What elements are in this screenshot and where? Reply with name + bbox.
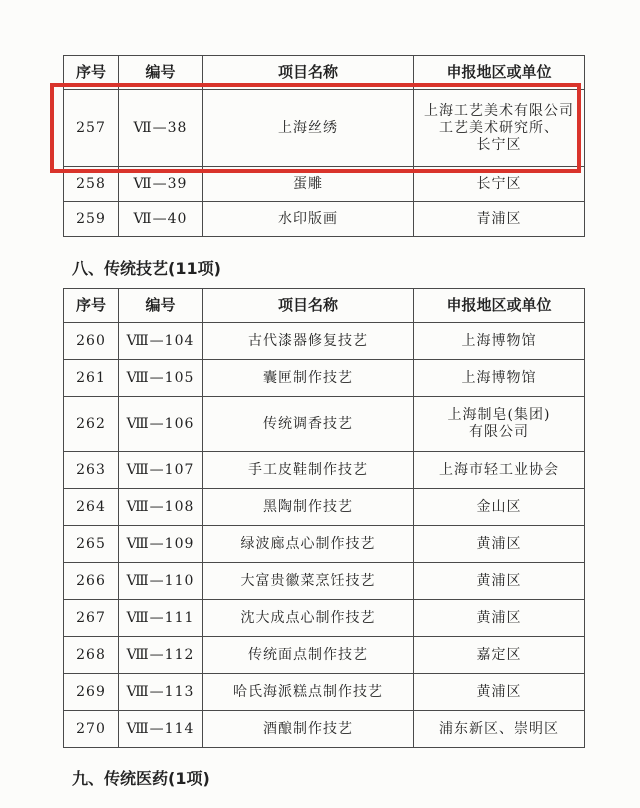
cell-code: Ⅷ—104 — [119, 323, 203, 360]
cell-code: Ⅷ—111 — [119, 600, 203, 637]
cell-no: 269 — [64, 674, 119, 711]
cell-name: 黑陶制作技艺 — [203, 489, 414, 526]
header-no: 序号 — [64, 289, 119, 323]
table-row — [64, 674, 585, 711]
cell-no: 262 — [64, 397, 119, 452]
cell-unit: 上海工艺美术有限公司 工艺美术研究所、 长宁区 — [414, 90, 585, 167]
cell-code: Ⅶ—40 — [119, 202, 203, 237]
cell-name: 大富贵徽菜烹饪技艺 — [203, 563, 414, 600]
header-name: 项目名称 — [203, 289, 414, 323]
header-name: 项目名称 — [203, 56, 414, 90]
cell-no: 267 — [64, 600, 119, 637]
cell-unit: 上海博物馆 — [414, 323, 585, 360]
cell-unit: 金山区 — [414, 489, 585, 526]
cell-code: Ⅷ—107 — [119, 452, 203, 489]
cell-no: 257 — [64, 90, 119, 167]
table-row — [64, 360, 585, 397]
cell-no: 270 — [64, 711, 119, 748]
header-code: 编号 — [119, 289, 203, 323]
cell-code: Ⅷ—106 — [119, 397, 203, 452]
table-row — [64, 526, 585, 563]
cell-name: 蛋雕 — [203, 167, 414, 202]
section-title-traditional-medicine: 九、传统医药(1项) — [72, 769, 210, 788]
cell-name: 古代漆器修复技艺 — [203, 323, 414, 360]
cell-unit: 上海市轻工业协会 — [414, 452, 585, 489]
cell-no: 258 — [64, 167, 119, 202]
cell-unit: 青浦区 — [414, 202, 585, 237]
cell-name: 上海丝绣 — [203, 90, 414, 167]
cell-code: Ⅷ—113 — [119, 674, 203, 711]
cell-unit: 长宁区 — [414, 167, 585, 202]
table-row — [64, 323, 585, 360]
table-row — [64, 202, 585, 237]
cell-name: 手工皮鞋制作技艺 — [203, 452, 414, 489]
cell-unit: 嘉定区 — [414, 637, 585, 674]
cell-unit: 黄浦区 — [414, 563, 585, 600]
cell-name: 酒酿制作技艺 — [203, 711, 414, 748]
cell-code: Ⅷ—114 — [119, 711, 203, 748]
header-no: 序号 — [64, 56, 119, 90]
header-unit: 申报地区或单位 — [414, 56, 585, 90]
cell-name: 绿波廊点心制作技艺 — [203, 526, 414, 563]
cell-no: 259 — [64, 202, 119, 237]
table-header-row — [64, 56, 585, 90]
cell-unit: 黄浦区 — [414, 674, 585, 711]
cell-name: 哈氏海派糕点制作技艺 — [203, 674, 414, 711]
cell-code: Ⅷ—108 — [119, 489, 203, 526]
table-row — [64, 711, 585, 748]
cell-no: 265 — [64, 526, 119, 563]
cell-code: Ⅷ—105 — [119, 360, 203, 397]
table-row — [64, 600, 585, 637]
table-row — [64, 563, 585, 600]
cell-code: Ⅶ—38 — [119, 90, 203, 167]
table-row — [64, 489, 585, 526]
cell-unit: 黄浦区 — [414, 526, 585, 563]
cell-name: 囊匣制作技艺 — [203, 360, 414, 397]
table-row — [64, 167, 585, 202]
cell-code: Ⅷ—110 — [119, 563, 203, 600]
cell-name: 传统调香技艺 — [203, 397, 414, 452]
table-row — [64, 637, 585, 674]
cell-unit: 浦东新区、崇明区 — [414, 711, 585, 748]
cell-no: 264 — [64, 489, 119, 526]
section-title-traditional-crafts: 八、传统技艺(11项) — [72, 259, 221, 278]
cell-no: 261 — [64, 360, 119, 397]
cell-unit: 黄浦区 — [414, 600, 585, 637]
table-row — [64, 90, 585, 167]
cell-no: 260 — [64, 323, 119, 360]
cell-name: 传统面点制作技艺 — [203, 637, 414, 674]
cell-unit: 上海博物馆 — [414, 360, 585, 397]
cell-name: 水印版画 — [203, 202, 414, 237]
cell-unit: 上海制皂(集团) 有限公司 — [414, 397, 585, 452]
table-row — [64, 452, 585, 489]
cell-code: Ⅷ—109 — [119, 526, 203, 563]
cell-no: 268 — [64, 637, 119, 674]
table-header-row — [64, 289, 585, 323]
cell-no: 263 — [64, 452, 119, 489]
table-row — [64, 397, 585, 452]
cell-code: Ⅶ—39 — [119, 167, 203, 202]
heritage-table-2 — [63, 288, 585, 748]
cell-code: Ⅷ—112 — [119, 637, 203, 674]
cell-name: 沈大成点心制作技艺 — [203, 600, 414, 637]
header-unit: 申报地区或单位 — [414, 289, 585, 323]
cell-no: 266 — [64, 563, 119, 600]
heritage-table-1 — [63, 55, 585, 237]
header-code: 编号 — [119, 56, 203, 90]
